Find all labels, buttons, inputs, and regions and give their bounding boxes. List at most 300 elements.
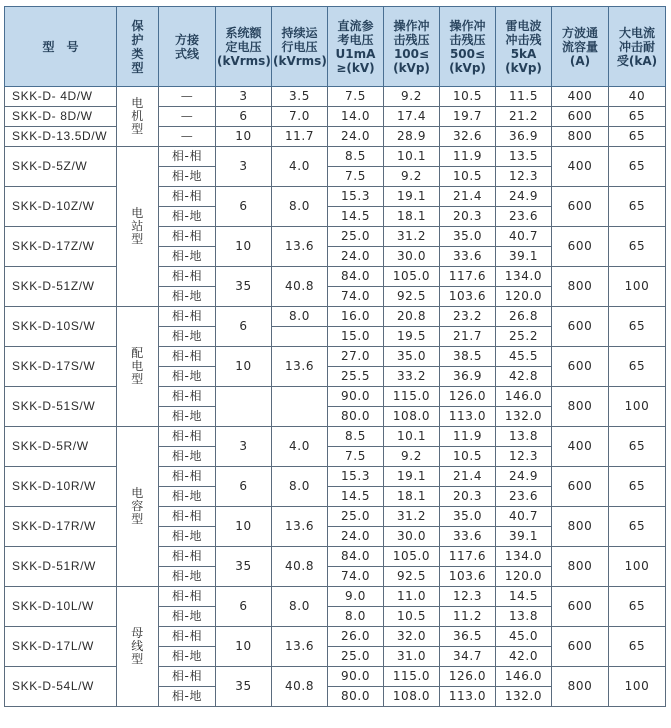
header-line: 500≤: [449, 46, 486, 61]
table-cell: 36.5: [440, 627, 496, 647]
table-cell: 20.8: [384, 307, 440, 327]
table-cell: 10.5: [440, 87, 496, 107]
table-cell: 3: [216, 427, 272, 467]
table-cell: 27.0: [328, 347, 384, 367]
wiring-cell: 相-地: [159, 367, 216, 387]
table-cell: 18.1: [384, 487, 440, 507]
table-cell: 113.0: [440, 407, 496, 427]
table-cell: 35: [216, 267, 272, 307]
header-line: 直流参: [337, 18, 374, 33]
table-cell: 21.7: [440, 327, 496, 347]
table-cell: [272, 387, 328, 427]
table-cell: 800: [552, 507, 609, 547]
table-cell: 65: [609, 147, 666, 187]
table-cell: 28.9: [384, 127, 440, 147]
wiring-cell: 相-地: [159, 687, 216, 707]
column-header: [552, 7, 609, 87]
table-cell: 6: [216, 187, 272, 227]
table-cell: 7.5: [328, 87, 384, 107]
table-cell: 65: [609, 627, 666, 667]
table-cell: 65: [609, 187, 666, 227]
table-cell: 9.2: [384, 447, 440, 467]
model-cell: SKK-D-17Z/W: [5, 227, 117, 267]
protection-type-cell: 电 容 型: [117, 427, 159, 587]
header-line: 操作冲: [393, 18, 430, 33]
table-cell: 3: [216, 147, 272, 187]
table-cell: 115.0: [384, 387, 440, 407]
table-cell: 15.3: [328, 467, 384, 487]
table-cell: 36.9: [496, 127, 552, 147]
table-cell: 65: [609, 107, 666, 127]
column-header: [5, 7, 117, 87]
header-line: 冲击残: [505, 32, 542, 47]
table-cell: 120.0: [496, 287, 552, 307]
table-cell: 24.0: [328, 247, 384, 267]
table-cell: 35: [216, 667, 272, 707]
table-cell: 11.0: [384, 587, 440, 607]
table-cell: —: [159, 127, 216, 147]
header-line: 护: [131, 32, 144, 47]
table-cell: 800: [552, 667, 609, 707]
table-cell: 800: [552, 387, 609, 427]
table-cell: 26.0: [328, 627, 384, 647]
table-cell: 39.1: [496, 527, 552, 547]
wiring-cell: 相-相: [159, 427, 216, 447]
wiring-cell: 相-相: [159, 347, 216, 367]
table-cell: 11.9: [440, 427, 496, 447]
table-cell: 13.8: [496, 607, 552, 627]
wiring-cell: 相-相: [159, 147, 216, 167]
table-cell: 117.6: [440, 267, 496, 287]
table-cell: 10: [216, 227, 272, 267]
table-cell: 13.6: [272, 347, 328, 387]
table-row: [5, 387, 666, 407]
table-cell: 9.2: [384, 167, 440, 187]
wiring-cell: 相-地: [159, 607, 216, 627]
wiring-cell: 相-相: [159, 387, 216, 407]
table-cell: 11.9: [440, 147, 496, 167]
wiring-cell: 相-相: [159, 667, 216, 687]
table-cell: 24.9: [496, 467, 552, 487]
header-line: 100≤: [393, 46, 430, 61]
wiring-cell: 相-相: [159, 467, 216, 487]
header-line: 定电压: [225, 39, 262, 54]
table-cell: 108.0: [384, 687, 440, 707]
table-cell: 100: [609, 547, 666, 587]
table-cell: 25.2: [496, 327, 552, 347]
table-cell: 8.5: [328, 427, 384, 447]
table-cell: 126.0: [440, 667, 496, 687]
header-line: 方接: [174, 32, 199, 47]
table-body: [5, 87, 666, 707]
table-cell: 8.0: [272, 587, 328, 627]
table-cell: 14.5: [328, 487, 384, 507]
table-cell: 105.0: [384, 547, 440, 567]
table-cell: 10.5: [440, 447, 496, 467]
column-header: [440, 7, 496, 87]
wiring-cell: 相-地: [159, 247, 216, 267]
table-cell: 600: [552, 467, 609, 507]
table-cell: 38.5: [440, 347, 496, 367]
table-cell: 90.0: [328, 667, 384, 687]
table-cell: 32.6: [440, 127, 496, 147]
table-cell: 23.2: [440, 307, 496, 327]
table-cell: 20.3: [440, 207, 496, 227]
table-cell: 13.6: [272, 227, 328, 267]
column-header: [117, 7, 159, 87]
table-cell: 42.8: [496, 367, 552, 387]
table-row: [5, 507, 666, 527]
table-cell: 600: [552, 587, 609, 627]
table-cell: 42.0: [496, 647, 552, 667]
table-cell: 6: [216, 107, 272, 127]
table-cell: 10.1: [384, 147, 440, 167]
table-row: [5, 87, 666, 107]
table-cell: 25.0: [328, 507, 384, 527]
table-row: [5, 667, 666, 687]
table-cell: 14.5: [496, 587, 552, 607]
model-cell: SKK-D- 8D/W: [5, 107, 117, 127]
table-cell: 35.0: [440, 227, 496, 247]
table-cell: 10.1: [384, 427, 440, 447]
table-cell: 15.0: [328, 327, 384, 347]
table-cell: 16.0: [328, 307, 384, 327]
table-cell: 39.1: [496, 247, 552, 267]
header-line: (kVrms): [273, 53, 327, 68]
wiring-cell: 相-相: [159, 507, 216, 527]
table-cell: 25.5: [328, 367, 384, 387]
wiring-cell: 相-地: [159, 287, 216, 307]
table-cell: 40.7: [496, 227, 552, 247]
table-cell: —: [159, 87, 216, 107]
column-header: [496, 7, 552, 87]
table-cell: 10: [216, 347, 272, 387]
column-header: [328, 7, 384, 87]
table-cell: 120.0: [496, 567, 552, 587]
table-cell: 24.0: [328, 127, 384, 147]
table-cell: 13.6: [272, 507, 328, 547]
table-cell: 108.0: [384, 407, 440, 427]
table-cell: 12.3: [496, 167, 552, 187]
table-cell: 7.0: [272, 107, 328, 127]
wiring-cell: 相-地: [159, 407, 216, 427]
table-cell: 35.0: [384, 347, 440, 367]
table-cell: 117.6: [440, 547, 496, 567]
table-cell: 25.0: [328, 647, 384, 667]
table-cell: 9.2: [384, 87, 440, 107]
model-cell: SKK-D-10L/W: [5, 587, 117, 627]
table-cell: 8.0: [272, 307, 328, 327]
table-row: [5, 547, 666, 567]
table-cell: 100: [609, 387, 666, 427]
table-header: [5, 7, 666, 87]
table-cell: 8.0: [272, 467, 328, 507]
table-cell: 11.7: [272, 127, 328, 147]
table-cell: 24.0: [328, 527, 384, 547]
wiring-cell: 相-相: [159, 627, 216, 647]
table-cell: 35.0: [440, 507, 496, 527]
table-cell: 84.0: [328, 547, 384, 567]
table-cell: 65: [609, 307, 666, 347]
model-cell: SKK-D-13.5D/W: [5, 127, 117, 147]
table-cell: 400: [552, 147, 609, 187]
table-cell: 8.0: [328, 607, 384, 627]
protection-type-cell: 母 线 型: [117, 587, 159, 707]
wiring-cell: 相-地: [159, 487, 216, 507]
table-cell: 19.1: [384, 467, 440, 487]
table-cell: 132.0: [496, 687, 552, 707]
table-cell: 36.9: [440, 367, 496, 387]
table-cell: 65: [609, 587, 666, 627]
table-cell: 74.0: [328, 287, 384, 307]
table-cell: 6: [216, 587, 272, 627]
table-cell: —: [159, 107, 216, 127]
table-cell: 146.0: [496, 387, 552, 407]
table-cell: 34.7: [440, 647, 496, 667]
table-cell: 11.2: [440, 607, 496, 627]
table-cell: 65: [609, 507, 666, 547]
model-cell: SKK-D-17L/W: [5, 627, 117, 667]
column-header: [609, 7, 666, 87]
wiring-cell: 相-相: [159, 267, 216, 287]
table-cell: 10: [216, 507, 272, 547]
table-cell: 40.8: [272, 667, 328, 707]
model-cell: SKK-D-51R/W: [5, 547, 117, 587]
table-cell: 31.2: [384, 507, 440, 527]
table-row: [5, 127, 666, 147]
table-row: [5, 587, 666, 607]
wiring-cell: 相-相: [159, 187, 216, 207]
table-cell: 21.2: [496, 107, 552, 127]
protection-type-cell: 配 电 型: [117, 307, 159, 427]
table-cell: 105.0: [384, 267, 440, 287]
table-cell: 600: [552, 107, 609, 127]
header-line: 雷电波: [505, 18, 542, 33]
table-cell: 23.6: [496, 487, 552, 507]
table-cell: 115.0: [384, 667, 440, 687]
table-cell: 10.5: [384, 607, 440, 627]
table-cell: 103.6: [440, 287, 496, 307]
table-cell: 21.4: [440, 187, 496, 207]
model-cell: SKK-D-17S/W: [5, 347, 117, 387]
wiring-cell: 相-相: [159, 587, 216, 607]
wiring-cell: 相-地: [159, 167, 216, 187]
table-cell: 400: [552, 87, 609, 107]
table-row: [5, 347, 666, 367]
table-cell: 126.0: [440, 387, 496, 407]
column-header: [159, 7, 216, 87]
table-cell: 21.4: [440, 467, 496, 487]
header-line: 击残压: [393, 32, 430, 47]
table-cell: [216, 387, 272, 427]
table-cell: [272, 327, 328, 347]
table-cell: 132.0: [496, 407, 552, 427]
table-cell: 19.5: [384, 327, 440, 347]
table-cell: 74.0: [328, 567, 384, 587]
header-line: (kVrms): [217, 53, 271, 68]
wiring-cell: 相-相: [159, 547, 216, 567]
table-cell: 800: [552, 267, 609, 307]
table-cell: 80.0: [328, 407, 384, 427]
header-line: 受(kA): [616, 53, 658, 68]
table-cell: 3.5: [272, 87, 328, 107]
header-line: 击残压: [449, 32, 486, 47]
wiring-cell: 相-地: [159, 647, 216, 667]
table-row: [5, 307, 666, 327]
table-cell: 103.6: [440, 567, 496, 587]
model-cell: SKK-D-54L/W: [5, 667, 117, 707]
table-cell: 113.0: [440, 687, 496, 707]
header-line: 保: [131, 18, 144, 33]
header-line: 式线: [174, 46, 199, 61]
table-cell: 40.7: [496, 507, 552, 527]
table-row: [5, 267, 666, 287]
model-cell: SKK-D-17R/W: [5, 507, 117, 547]
table-cell: 90.0: [328, 387, 384, 407]
header-line: 持续运: [281, 25, 318, 40]
column-header: [384, 7, 440, 87]
wiring-cell: 相-地: [159, 527, 216, 547]
table-cell: 134.0: [496, 547, 552, 567]
table-cell: 10.5: [440, 167, 496, 187]
header-line: 类: [131, 46, 144, 61]
wiring-cell: 相-地: [159, 447, 216, 467]
table-cell: 84.0: [328, 267, 384, 287]
table-cell: 35: [216, 547, 272, 587]
header-line: 冲击耐: [618, 39, 655, 54]
model-cell: SKK-D- 4D/W: [5, 87, 117, 107]
table-cell: 31.0: [384, 647, 440, 667]
header-line: 系统额: [225, 25, 262, 40]
model-cell: SKK-D-51Z/W: [5, 267, 117, 307]
table-cell: 45.0: [496, 627, 552, 647]
table-cell: 18.1: [384, 207, 440, 227]
header-line: ≥(kV): [336, 60, 375, 75]
table-cell: 400: [552, 427, 609, 467]
wiring-cell: 相-地: [159, 567, 216, 587]
table-cell: 134.0: [496, 267, 552, 287]
table-cell: 65: [609, 427, 666, 467]
header-line: (kVp): [393, 60, 430, 75]
table-cell: 30.0: [384, 247, 440, 267]
table-cell: 24.9: [496, 187, 552, 207]
header-line: 方波通: [561, 25, 598, 40]
table-cell: 31.2: [384, 227, 440, 247]
wiring-cell: 相-相: [159, 307, 216, 327]
table-row: [5, 187, 666, 207]
table-cell: 13.6: [272, 627, 328, 667]
table-row: [5, 107, 666, 127]
arrester-spec-table: [4, 6, 666, 707]
table-cell: 4.0: [272, 147, 328, 187]
table-row: [5, 627, 666, 647]
table-cell: 33.6: [440, 527, 496, 547]
table-cell: 17.4: [384, 107, 440, 127]
table-cell: 12.3: [440, 587, 496, 607]
header-line: 流容量: [561, 39, 598, 54]
table-cell: 9.0: [328, 587, 384, 607]
table-cell: 40: [609, 87, 666, 107]
table-cell: 800: [552, 127, 609, 147]
table-cell: 40.8: [272, 547, 328, 587]
table-cell: 14.0: [328, 107, 384, 127]
table-cell: 8.0: [272, 187, 328, 227]
header-line: 考电压: [337, 32, 374, 47]
table-cell: 146.0: [496, 667, 552, 687]
table-cell: 45.5: [496, 347, 552, 367]
header-line: (A): [569, 53, 591, 68]
table-cell: 23.6: [496, 207, 552, 227]
table-cell: 600: [552, 187, 609, 227]
table-cell: 14.5: [328, 207, 384, 227]
table-cell: 7.5: [328, 167, 384, 187]
column-header: [272, 7, 328, 87]
table-cell: 6: [216, 307, 272, 347]
header-line: (kVp): [449, 60, 486, 75]
wiring-cell: 相-地: [159, 327, 216, 347]
table-cell: 20.3: [440, 487, 496, 507]
protection-type-cell: 电 站 型: [117, 147, 159, 307]
table-cell: 15.3: [328, 187, 384, 207]
header-line: (kVp): [505, 60, 542, 75]
table-row: [5, 427, 666, 447]
table-cell: 25.0: [328, 227, 384, 247]
table-cell: 65: [609, 227, 666, 267]
table-cell: 65: [609, 127, 666, 147]
table-cell: 13.8: [496, 427, 552, 447]
table-cell: 600: [552, 227, 609, 267]
wiring-cell: 相-相: [159, 227, 216, 247]
table-row: [5, 467, 666, 487]
header-line: 型: [131, 60, 144, 75]
table-cell: 33.6: [440, 247, 496, 267]
table-cell: 100: [609, 667, 666, 707]
header-line: 型 号: [42, 39, 79, 54]
column-header: [216, 7, 272, 87]
model-cell: SKK-D-10Z/W: [5, 187, 117, 227]
header-line: 5kA: [510, 46, 537, 61]
table-cell: 800: [552, 547, 609, 587]
header-line: 大电流: [618, 25, 655, 40]
table-cell: 4.0: [272, 427, 328, 467]
model-cell: SKK-D-5Z/W: [5, 147, 117, 187]
header-row: [5, 7, 666, 87]
table-cell: 10: [216, 627, 272, 667]
table-cell: 19.1: [384, 187, 440, 207]
table-cell: 10: [216, 127, 272, 147]
table-cell: 92.5: [384, 287, 440, 307]
table-cell: 65: [609, 467, 666, 507]
table-cell: 8.5: [328, 147, 384, 167]
header-line: 行电压: [281, 39, 318, 54]
table-cell: 80.0: [328, 687, 384, 707]
table-cell: 30.0: [384, 527, 440, 547]
model-cell: SKK-D-5R/W: [5, 427, 117, 467]
table-cell: 13.5: [496, 147, 552, 167]
table-row: [5, 147, 666, 167]
model-cell: SKK-D-10S/W: [5, 307, 117, 347]
table-cell: 12.3: [496, 447, 552, 467]
table-cell: 26.8: [496, 307, 552, 327]
table-cell: 19.7: [440, 107, 496, 127]
wiring-cell: 相-地: [159, 207, 216, 227]
table-cell: 3: [216, 87, 272, 107]
table-cell: 92.5: [384, 567, 440, 587]
header-line: U1mA: [335, 46, 376, 61]
table-cell: 40.8: [272, 267, 328, 307]
table-cell: 11.5: [496, 87, 552, 107]
table-cell: 600: [552, 627, 609, 667]
